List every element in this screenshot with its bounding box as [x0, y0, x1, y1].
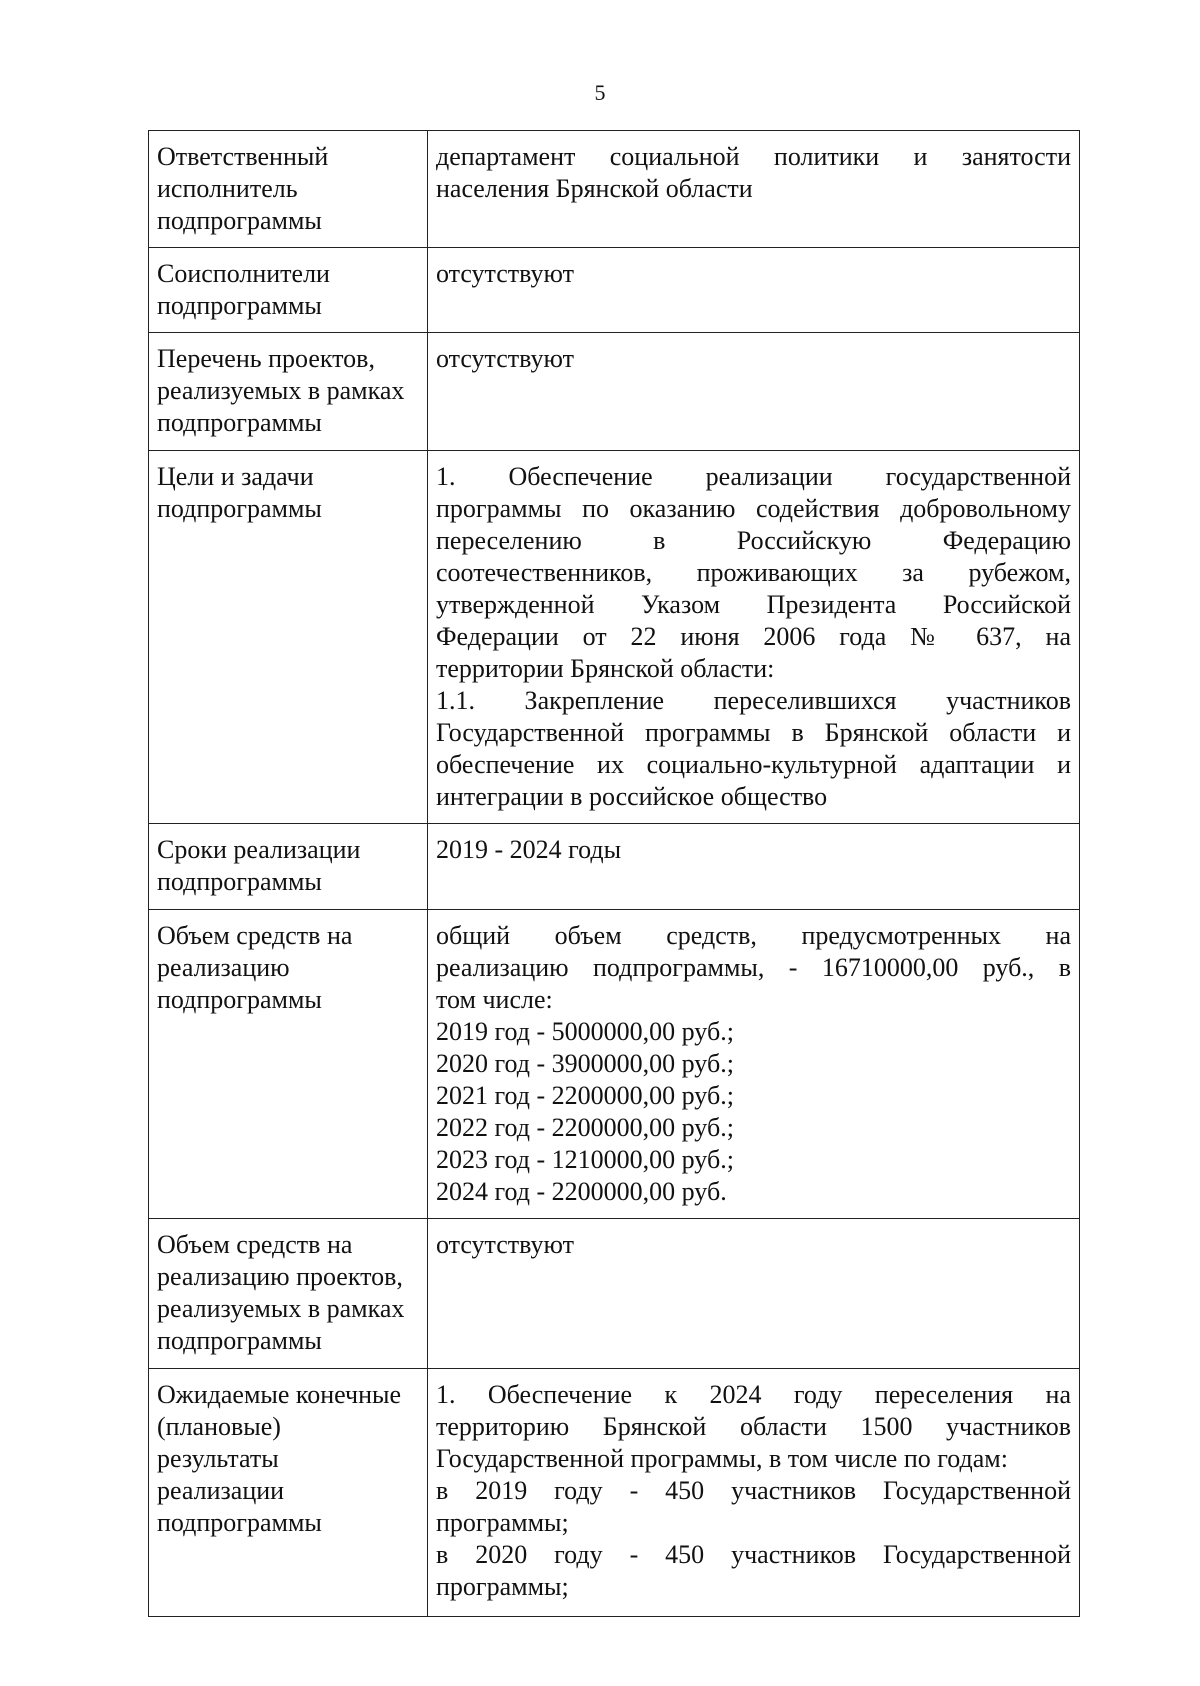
row-label: Цели и задачи подпрограммы	[149, 451, 428, 824]
row-value: отсутствуют	[428, 333, 1080, 451]
row-value: отсутствуют	[428, 248, 1080, 333]
table-row-funding-volume	[149, 910, 1080, 1219]
row-label: Перечень проектов, реализуемых в рамках подпрограммы	[149, 333, 428, 451]
row-label: Сроки реализации подпрограммы	[149, 824, 428, 910]
table-row-implementation-period	[149, 824, 1080, 910]
row-value: 1. Обеспечение реализации государственной программы по оказанию содействия добровольному переселению в Российскую Федерацию соотечественников, проживающих за рубежом, утвержденной Указом Президента Российской Федерации от 22 июня 2006 года № 637, на территории Брянской области: 1.1. Закрепление переселившихся участников Государственной программы в Брянской области и обеспечение их социально-культурной адаптации и интеграции в российское общество	[428, 451, 1080, 824]
row-label: Ожидаемые конечные (плановые) результаты реализации подпрограммы	[149, 1369, 428, 1617]
table-row-expected-results	[149, 1369, 1080, 1617]
subprogram-passport-table	[148, 130, 1080, 1617]
row-value: 1. Обеспечение к 2024 году переселения на территорию Брянской области 1500 участников Государственной программы, в том числе по годам: в 2019 году - 450 участников Государственной программы; в 2020 году - 450 участников Государственной программы;	[428, 1369, 1080, 1617]
row-value: отсутствуют	[428, 1219, 1080, 1369]
table-row-projects-list	[149, 333, 1080, 451]
page-number: 5	[594, 80, 606, 105]
row-label: Ответственный исполнитель подпрограммы	[149, 131, 428, 248]
row-value: общий объем средств, предусмотренных на реализацию подпрограммы, - 16710000,00 руб., в том числе: 2019 год - 5000000,00 руб.; 2020 год - 3900000,00 руб.; 2021 год - 2200000,00 руб.; 2022 год - 2200000,00 руб.; 2023 год - 1210000,00 руб.; 2024 год - 2200000,00 руб.	[428, 910, 1080, 1219]
table-row-responsible-executor	[149, 131, 1080, 248]
table-row-co-executors	[149, 248, 1080, 333]
row-label: Объем средств на реализацию подпрограммы	[149, 910, 428, 1219]
table-row-projects-funding	[149, 1219, 1080, 1369]
row-label: Объем средств на реализацию проектов, реализуемых в рамках подпрограммы	[149, 1219, 428, 1369]
row-value: 2019 - 2024 годы	[428, 824, 1080, 910]
row-value: департамент социальной политики и занятости населения Брянской области	[428, 131, 1080, 248]
table-row-goals-and-tasks	[149, 451, 1080, 824]
row-label: Соисполнители подпрограммы	[149, 248, 428, 333]
